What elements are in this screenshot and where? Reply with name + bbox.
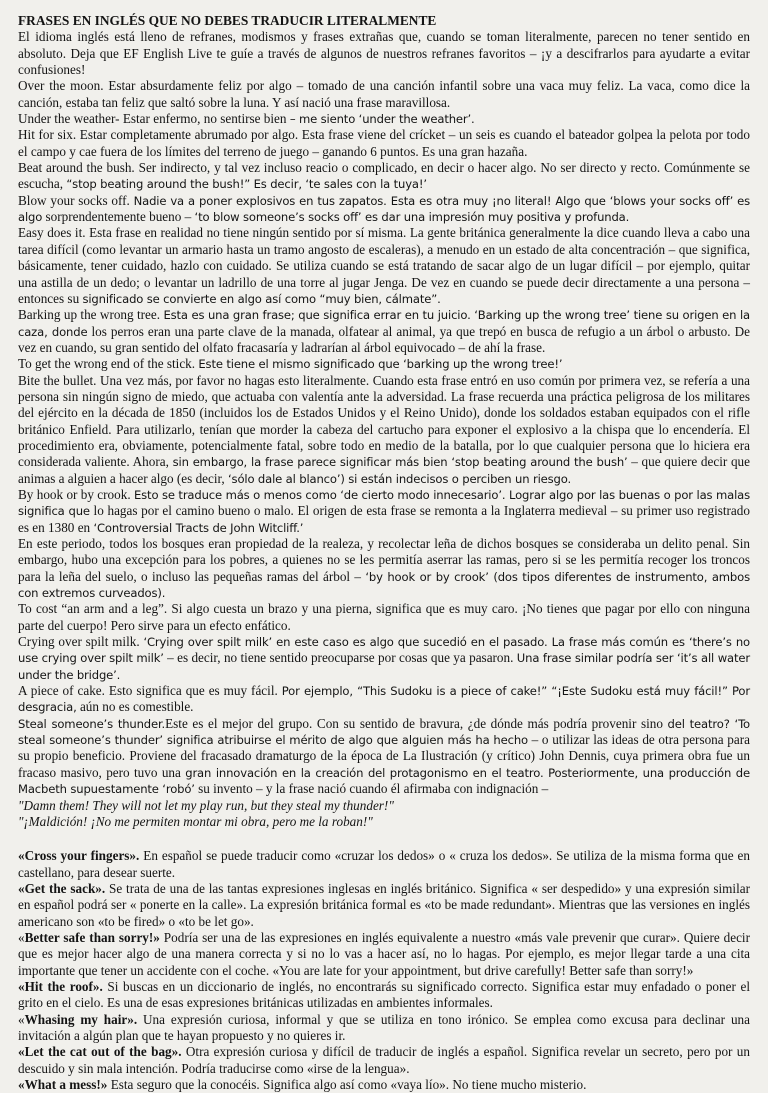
text-segment: lo hagas por el camino bueno o malo. El origen de esta frase se remonta a la Inglaterra medieval – su primer uso registrado es en 1380 en [18,503,750,535]
phrase-paragraph [18,307,750,356]
handwritten-segment: del teatro? ‘To steal someone’s thunder’ significa atribuirse el mérito de algo que alguien más ha hecho [18,716,750,748]
phrase-paragraph [18,536,750,601]
handwritten-segment: sin embargo, la frase parece significar más bien ‘stop beating around the bush’ [172,455,628,470]
text-segment: Easy does it. Esta frase en realidad no tiene ningún sentido por sí misma. La gente británica generalmente la dice cuando lleva a cabo una tarea difícil (como levantar un armario hasta un tramo angosto de escaleras), a menudo en un estado de alta concentración – que significa, básicamente, tener cuidado, hazlo con cuidado. Se utiliza cuando se está tratando de sacar algo de un lugar difícil – por ejemplo, quitar una astilla de un dedo; o levantar un ladrillo de una torre al jugar Jenga. De vez en cuando se puede decir directamente a una persona – entonces su [18,225,750,306]
text-segment: aún no es comestible. [76,699,194,715]
handwritten-segment: gran innovación en la creación del protagonismo en el teatro. Posteriormente, una producción de Macbeth supuestamente ‘robó’ [18,765,750,797]
handwritten-segment: Nadie va a poner explosivos en tus zapatos. Esta es otra muy ¡no literal! Algo que ‘blows your socks off’ es algo [18,193,750,225]
text-segment: – o utilizar las ideas de otra persona para su propio beneficio. Proviene del fracasado dramaturgo de la época de La Ilustración (y crítico) John Dennis, cuya primera obra fue un fracaso masivo, pero tuvo una [18,732,750,780]
handwritten-segment: ‘Controversial Tracts de John Witcliff.’ [93,520,304,535]
expression-paragraph [18,848,750,881]
phrase-paragraph [18,193,750,226]
expressions-list [18,848,750,1093]
expression-paragraph [18,1044,750,1077]
text-segment: Under the weather- Estar enfermo, no sentirse bien [18,111,290,127]
phrase-paragraph [18,634,750,683]
handwritten-segment: Este tiene el mismo significado que ‘barking up the wrong tree!’ [198,357,563,372]
expression-term: «Hit the roof». [18,978,103,994]
handwritten-segment: “stop beating around the bush!” Es decir, ‘te sales con la tuya!’ [66,177,427,192]
expression-description: Si buscas en un diccionario de inglés, no encontrarás su significado correcto. Significa estar muy enfadado o poner el grito en el cielo. Es una de esas expresiones británicas utilizadas en ambientes informales. [18,978,750,1011]
expression-term: Better safe than sorry!» [24,929,160,945]
handwritten-segment: ‘by hook or by crook’ (dos tipos diferentes de instrumento, ambos con extremos curveados). [18,569,750,601]
text-segment: Este es el mejor del grupo. Con su sentido de bravura, ¿de dónde más podría provenir sino [165,715,668,731]
expression-description: En español se puede traducir como «cruzar los dedos» o « cruza los dedos». Se utiliza de la misma forma que en castellano, para desear suerte. [18,848,750,880]
section-gap [18,830,750,848]
handwritten-segment: ‘sólo dale al blanco’) si están indecisos o perciben un riesgo. [228,471,571,486]
phrase-paragraph [18,127,750,160]
expression-paragraph [18,979,750,1012]
handwritten-segment: ‘Crying over spilt milk’ en este caso es algo que sucedió en el pasado. La frase más común es ‘there’s no use crying over spilt milk’ [18,635,750,666]
text-segment: Bite the bullet. Una vez más, por favor no hagas esto literalmente. Cuando esta frase entró en uso común por primera vez, se refería a una persona sin ningún signo de miedo, que actuaba con valentía ante la adversidad. La frase recuerda una práctica peligrosa de los militares del ejército en la década de 1850 (incluidos los de Estados Unidos y el Reino Unido), donde los soldados estaban equipados con el rifle británico Enfield. Para utilizarlo, tenían que morder la cabeza del cartucho para exponer el explosivo a la chispa que lo encendería. El procedimiento era, obviamente, potencialmente fatal, sobre todo en medio de la batalla, por lo que cualquier persona que lo hiciera era considerada valiente. Ahora, [18,372,750,470]
expression-description: Se trata de una de las tantas expresiones inglesas en inglés británico. Significa « ser despedido» y una expresión similar en español podrá ser « ponerte en la calle». La expresión británica formal es «to be made redundant». Mientras que las versiones en inglés americano son «to be fired» o «to be let go». [18,880,750,929]
text-segment: Crying over spilt milk. [18,634,144,650]
handwritten-segment: Por ejemplo, “This Sudoku is a piece of cake!” “¡Este Sudoku está muy fácil!” Por desgracia, [18,684,750,715]
text-segment: sorprendentemente bueno – [42,209,195,225]
expression-term: «Cross your fingers». [18,848,140,864]
expression-paragraph [18,1012,750,1045]
text-segment: – es decir, no tiene sentido preocuparse por cosas que ya pasaron. [163,650,517,666]
text-segment: To cost “an arm and a leg”. Si algo cuesta un brazo y una pierna, significa que es muy caro. ¡No tienes que pagar por ello con ninguna parte del cuerpo! Pero sirve para un efecto enfático. [18,601,750,633]
phrase-paragraph [18,160,750,193]
quote-spanish: "¡Maldición! ¡No me permiten montar mi obra, pero me la roban!" [18,813,373,829]
intro-paragraph: El idioma inglés está lleno de refranes, modismos y frases extrañas que, cuando se toman literalmente, parecen no tener sentido en absoluto. Deja que EF English Live te guíe a través de algunos de nuestros refranes favoritos – ¡y a descifrarlos para ayudarte a evitar confusiones! [18,29,750,78]
expression-prefix: « [18,1011,25,1027]
text-segment: su invento – y la frase nació cuando él afirmaba con indignación – [194,781,549,797]
expression-term: Whasing my hair». [24,1011,138,1027]
phrases-list [18,78,750,797]
phrase-paragraph [18,487,750,536]
phrase-paragraph [18,716,750,798]
handwritten-segment: Steal someone’s thunder. [18,716,166,731]
expression-prefix: « [18,929,25,945]
text-segment: los perros eran una parte clave de la manada, olfatear al animal, ya que trepó en busca de refugio a un árbol o arbusto. De vez en cuando, su gran sentido del olfato fracasaría y ladrarían al árbol equivocado – de ahí la frase. [18,323,750,355]
expression-term: «Get the sack». [18,880,106,896]
phrase-paragraph [18,356,750,372]
text-segment: By hook or by crook. [18,486,134,502]
text-segment: En este periodo, todos los bosques eran propiedad de la realeza, y recolectar leña de dichos bosques se consideraba un delito penal. Sin embargo, hubo una excepción para los pobres, a quienes no se les permitía aserrar las ramas, pero si se les permitía recoger los troncos para la leña del suelo, o incluso las pequeñas ramas del árbol – [18,536,750,584]
handwritten-segment: – me siento ‘under the weather’. [289,112,475,127]
handwritten-segment: Una frase similar podría ser ‘it’s all water under the bridge’. [18,651,750,682]
text-segment: – que quiere decir que animas a alguien a hacer algo (es decir, [18,454,751,486]
text-segment: A piece of cake. Esto significa que es muy fácil. [18,683,282,699]
phrase-paragraph [18,225,750,307]
handwritten-segment: significado se convierte en algo así como “muy bien, cálmate”. [82,291,441,306]
expression-term: «Let the cat out of the bag». [18,1044,182,1060]
phrase-paragraph [18,111,750,127]
expression-paragraph [18,881,750,930]
expression-description: Podría ser una de las expresiones en inglés equivalente a nuestro «más vale prevenir que curar». Quiere decir que es mejor hacer algo de una manera correcta y si no lo vas a hacer así, no lo hagas. Por ejemplo, es mejor llegar tarde a una cita importante que tener un accidente con el coche. «You are late for your appointment, but drive carefully! Better safe than sorry!» [18,929,750,978]
text-segment: Hit for six. Estar completamente abrumado por algo. Esta frase viene del crícket – un seis es cuando el bateador golpea la pelota por todo el campo y cae fuera de los límites del terreno de juego – ganando 6 puntos. Es una gran hazaña. [18,127,750,159]
expression-description: Esta seguro que la conocéis. Significa algo así como «vaya lío». No tiene mucho misterio. [107,1077,587,1092]
quote-english: "Damn them! They will not let my play run, but they steal my thunder!" [18,797,394,813]
text-segment: Beat around the bush. Ser indirecto, y tal vez incluso reacio o complicado, en decir o hacer algo. No ser directo y recto. Comúnmente se escucha, [18,160,750,192]
phrase-paragraph [18,683,750,716]
expression-term: «What a mess!» [18,1077,108,1092]
text-segment: Barking up the wrong tree. [18,307,164,323]
phrase-paragraph [18,601,750,634]
phrase-paragraph [18,78,750,111]
expression-description: Otra expresión curiosa y difícil de traducir de inglés a español. Significa revelar un secreto, pero por un descuido y sin mala intención. Podría traducirse como «irse de la lengua». [18,1044,750,1076]
text-segment: Over the moon. Estar absurdamente feliz por algo – tomado de una canción infantil sobre una vaca muy feliz. La vaca, como dice la canción, estaba tan feliz que saltó sobre la luna. Y así nació una frase maravillosa. [18,78,750,110]
phrase-paragraph [18,373,750,487]
handwritten-segment: Esto se traduce más o menos como ‘de cierto modo innecesario’. Lograr algo por las buenas o por las malas significa que [18,487,751,519]
handwritten-segment: Esta es una gran frase; que significa errar en tu juicio. ‘Barking up the wrong tree’ tiene su origen en la caza, donde [18,308,750,339]
expression-paragraph [18,1077,750,1093]
expression-description: Una expresión curiosa, informal y que se utiliza en tono irónico. Se emplea como excusa para declinar una invitación a algún plan que te hayan propuesto y no quieres ir. [18,1011,750,1043]
expression-paragraph [18,930,750,979]
text-segment: Blow your socks off. [18,192,134,208]
document-title: FRASES EN INGLÉS QUE NO DEBES TRADUCIR LITERALMENTE [18,13,437,28]
handwritten-segment: ‘to blow someone’s socks off’ es dar una impresión muy positiva y profunda. [194,210,630,225]
text-segment: To get the wrong end of the stick. [18,356,199,372]
